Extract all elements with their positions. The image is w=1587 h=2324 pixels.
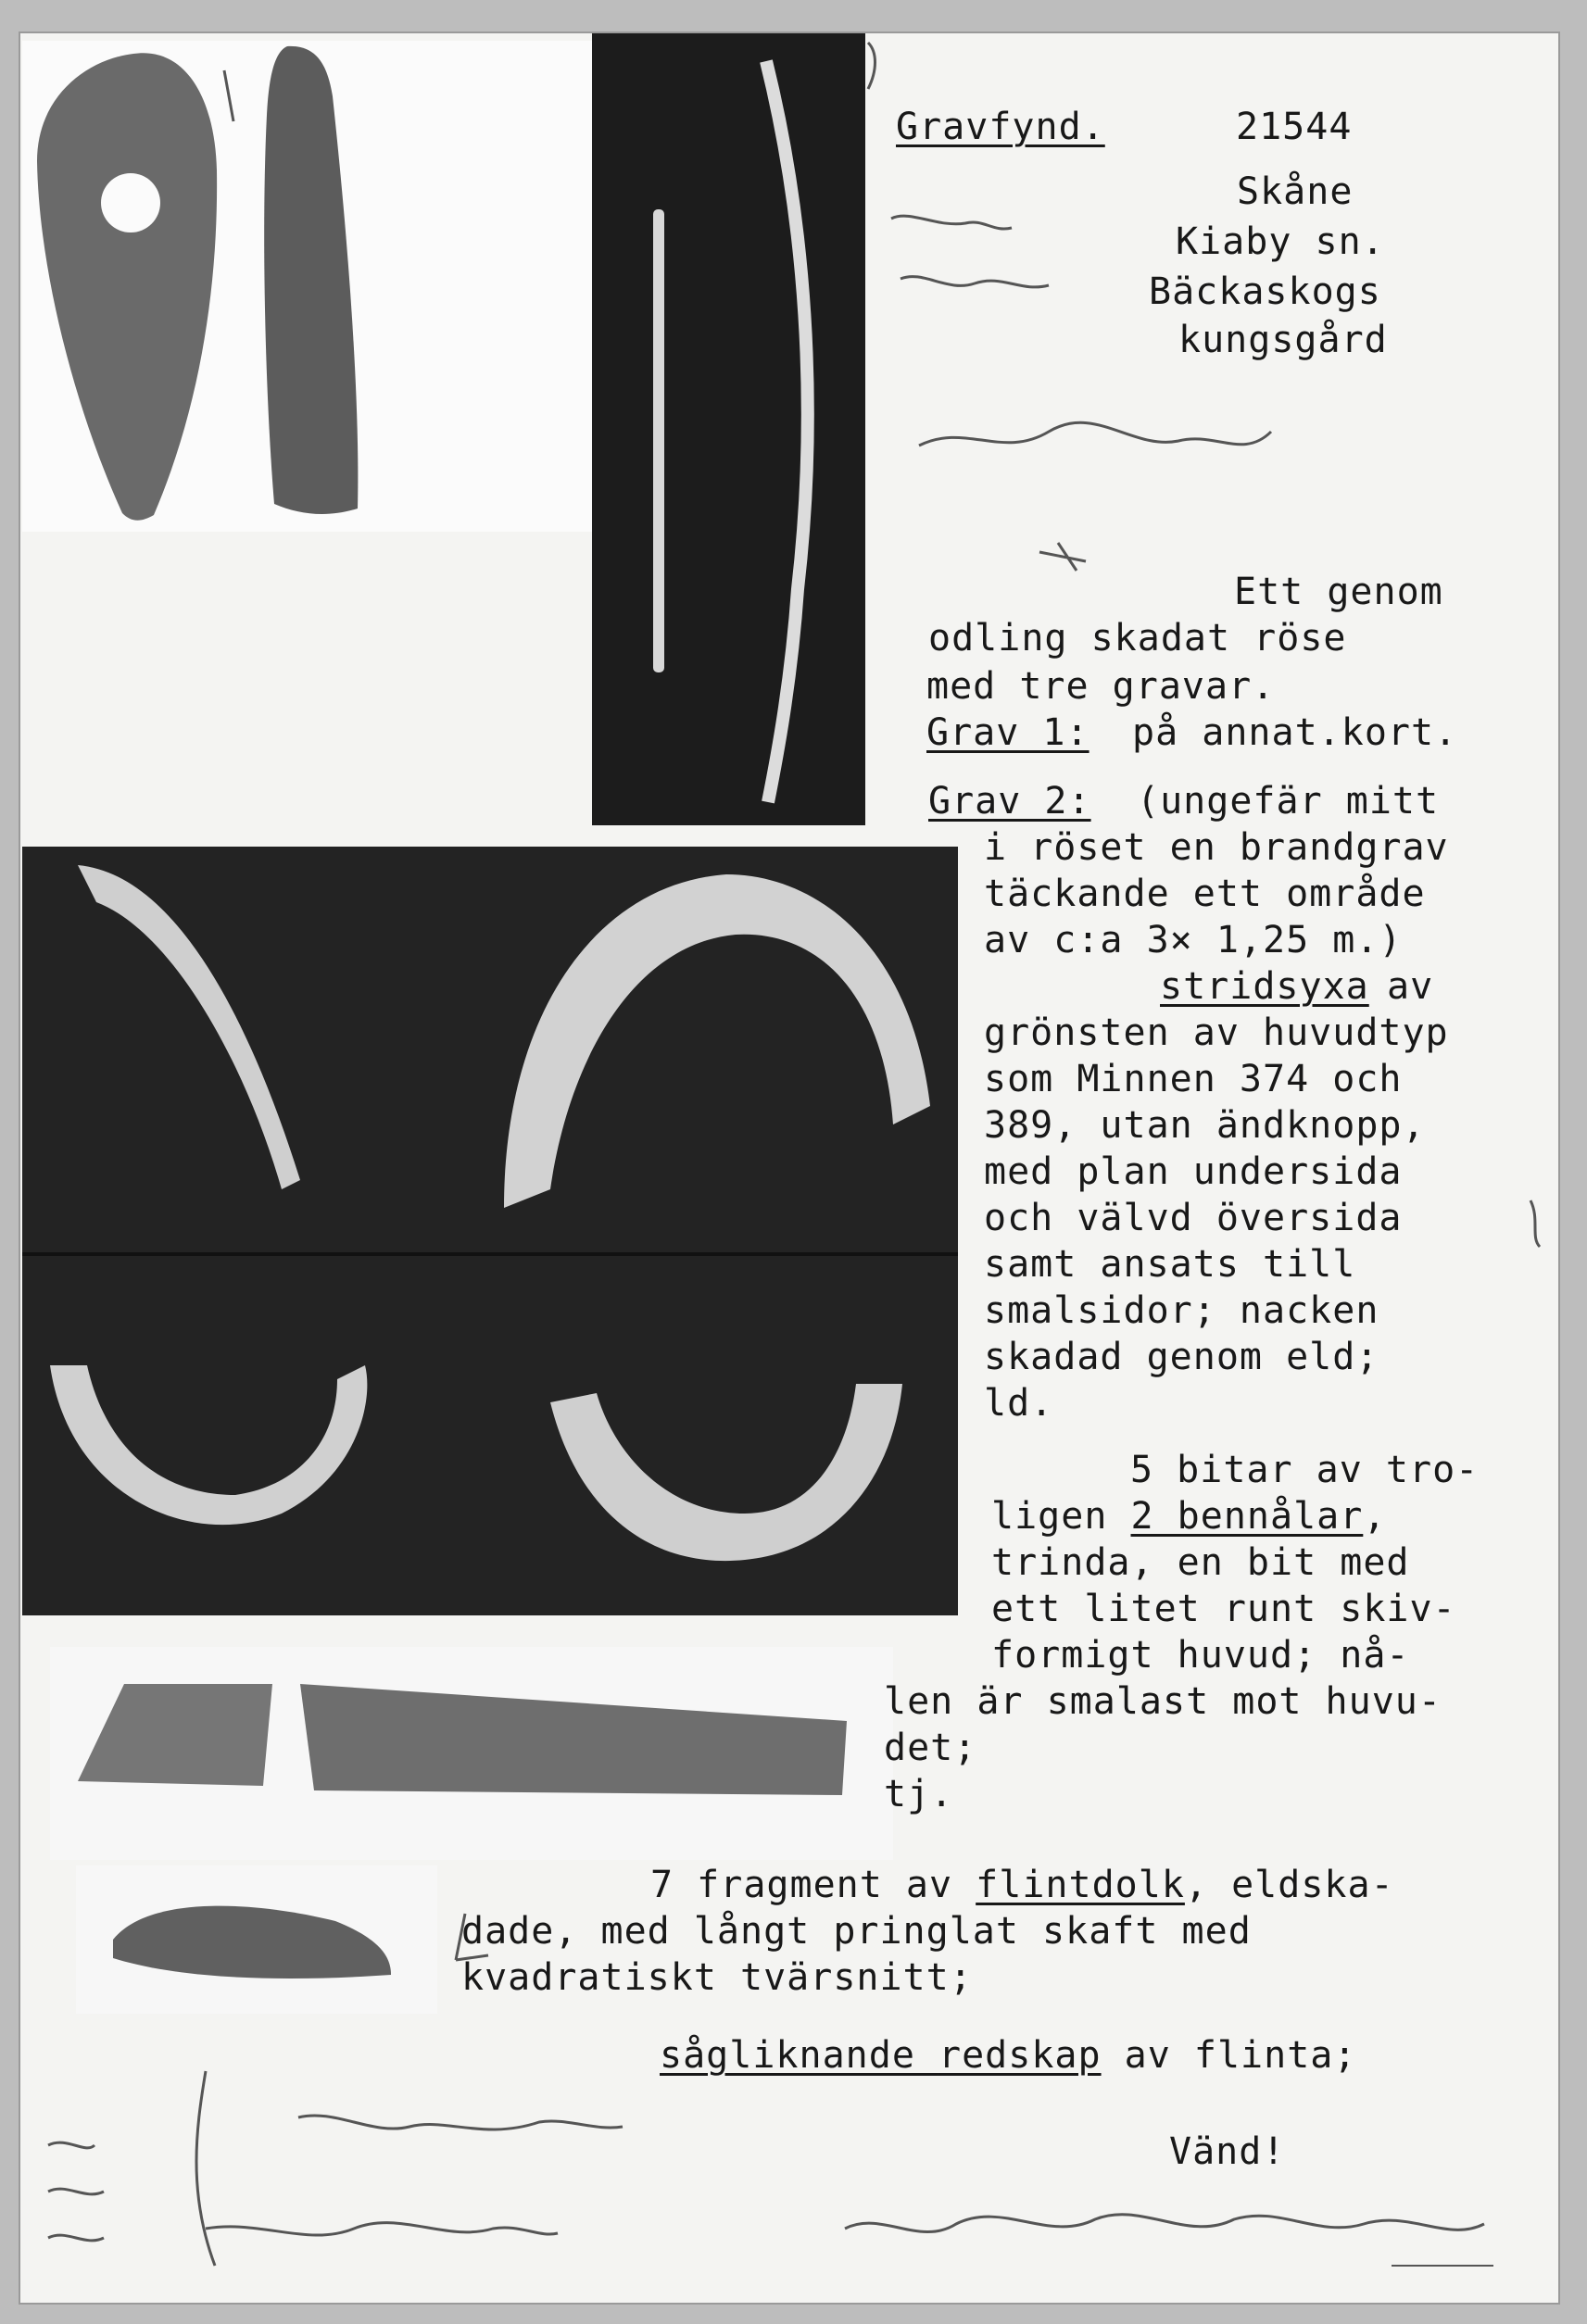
- axe-line: ld.: [984, 1382, 1054, 1425]
- pins-term: 2 bennålar: [1130, 1495, 1364, 1538]
- catalog-card: [20, 33, 1558, 2303]
- pins-line: len är smalast mot huvu-: [884, 1680, 1442, 1723]
- pins-post: ,: [1363, 1495, 1387, 1538]
- pins-line: det;: [884, 1727, 977, 1769]
- pins-line: ett litet runt skiv-: [991, 1588, 1456, 1630]
- grav2-line: täckande ett område: [984, 873, 1426, 915]
- card-heading: Gravfynd.: [896, 106, 1105, 148]
- grav2-line: av c:a 3× 1,25 m.): [984, 919, 1403, 961]
- intro-line: med tre gravar.: [926, 665, 1276, 708]
- grav1-text: på annat.kort.: [1132, 711, 1458, 754]
- pins-line: formigt huvud; nå-: [991, 1634, 1410, 1677]
- place-line: kungsgård: [1178, 319, 1388, 361]
- saw-term: redskap: [938, 2034, 1102, 2077]
- dagger-post: , eldska-: [1184, 1864, 1394, 1906]
- axe-line: smalsidor; nacken: [984, 1289, 1379, 1332]
- catalog-number: 21544: [1236, 106, 1353, 148]
- grav2-line: (ungefär mitt: [1137, 780, 1440, 823]
- axe-rest: av: [1387, 965, 1434, 1008]
- photo-flint-dagger: [76, 1865, 437, 2014]
- flint-saw-drawing: [50, 1647, 893, 1860]
- grav2-label: Grav 2:: [928, 780, 1091, 823]
- dagger-term: flintdolk: [976, 1864, 1185, 1906]
- saw-post: av flinta;: [1101, 2034, 1357, 2077]
- photo-bone-pins: [592, 33, 865, 825]
- jaws-drawing: [22, 847, 958, 1615]
- dagger-line: [650, 1862, 1394, 1908]
- pins-line: 5 bitar av tro-: [1130, 1449, 1480, 1491]
- photo-flint-saw: [50, 1647, 893, 1860]
- pins-line: tj.: [884, 1773, 954, 1815]
- saw-line: [660, 2032, 1356, 2079]
- pins-pre: ligen: [991, 1495, 1131, 1538]
- axe-line: samt ansats till: [984, 1243, 1356, 1286]
- dagger-line: dade, med långt pringlat skaft med: [461, 1910, 1252, 1953]
- pins-line: trinda, en bit med: [991, 1541, 1410, 1584]
- intro-line: Ett genom: [1234, 571, 1443, 613]
- place-line: Kiaby sn.: [1176, 220, 1385, 263]
- dagger-pre: 7 fragment av: [650, 1864, 976, 1906]
- axe-line: och välvd översida: [984, 1197, 1403, 1239]
- flint-dagger-drawing: [76, 1865, 437, 2014]
- place-line: Skåne: [1237, 170, 1354, 213]
- axe-line: 389, utan ändknopp,: [984, 1104, 1426, 1147]
- turn-note: Vänd!: [1169, 2130, 1286, 2173]
- grav1-label: Grav 1:: [926, 711, 1089, 754]
- axe-term: stridsyxa: [1160, 965, 1369, 1008]
- grav2-line: i röset en brandgrav: [984, 826, 1449, 869]
- bone-pins-drawing: [592, 33, 865, 825]
- photo-battle-axe: [22, 41, 615, 532]
- dagger-line: kvadratiskt tvärsnitt;: [461, 1956, 973, 1999]
- battle-axe-drawing: [22, 41, 615, 532]
- axe-line: med plan undersida: [984, 1150, 1403, 1193]
- photo-jaws: [22, 847, 958, 1615]
- axe-line: skadad genom eld;: [984, 1336, 1379, 1378]
- axe-line: som Minnen 374 och: [984, 1058, 1403, 1100]
- intro-line: odling skadat röse: [928, 617, 1347, 660]
- place-line: Bäckaskogs: [1149, 270, 1381, 313]
- saw-pre: sågliknande: [660, 2034, 938, 2077]
- pins-line: [991, 1493, 1386, 1539]
- axe-line: grönsten av huvudtyp: [984, 1011, 1449, 1054]
